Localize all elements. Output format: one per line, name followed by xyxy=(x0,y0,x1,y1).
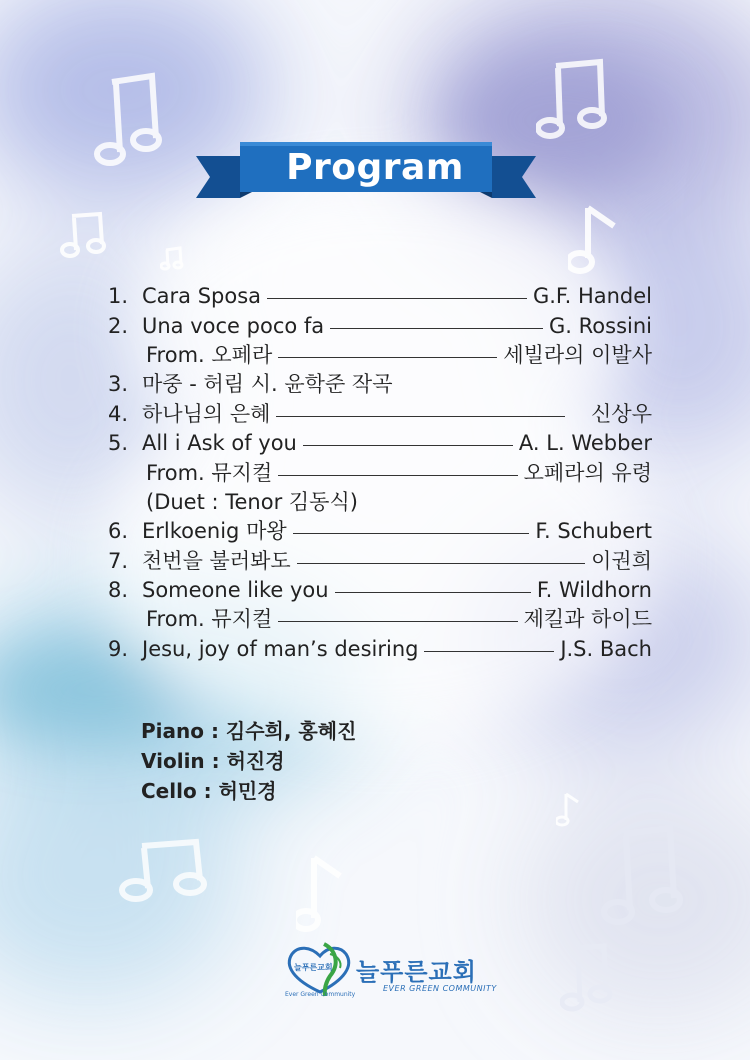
leader-line xyxy=(278,475,517,476)
program-subitem xyxy=(108,458,652,487)
church-name: 늘푸른교회 xyxy=(356,958,477,986)
item-title: (Duet : Tenor 김동식) xyxy=(146,489,358,514)
item-number: 5. xyxy=(108,431,129,456)
item-title: Una voce poco fa xyxy=(142,313,325,338)
item-number: 6. xyxy=(108,519,129,544)
logo-heart-subtitle: Ever Green Community xyxy=(285,991,356,998)
item-composer: F. Schubert xyxy=(535,519,652,544)
leader-line xyxy=(278,357,497,358)
item-number: 9. xyxy=(108,636,129,661)
item-number: 8. xyxy=(108,578,129,603)
leader-line xyxy=(297,563,585,564)
item-composer: 제킬과 하이드 xyxy=(523,607,652,632)
item-title: Someone like you xyxy=(142,578,329,603)
logo-heart-text: 늘푸른교회 xyxy=(294,963,333,972)
item-number: 3. xyxy=(108,372,129,397)
music-note-icon xyxy=(560,940,620,1020)
item-title: From. 오페라 xyxy=(146,342,273,367)
item-title: All i Ask of you xyxy=(142,431,297,456)
item-composer: G.F. Handel xyxy=(532,284,652,309)
music-note-icon xyxy=(92,72,172,172)
performer-violin: Violin : 허진경 xyxy=(141,749,285,773)
item-composer: F. Wildhorn xyxy=(536,578,652,603)
program-item xyxy=(108,547,652,576)
item-composer: J.S. Bach xyxy=(560,636,652,661)
program-item xyxy=(108,311,652,340)
item-composer: 신상우 xyxy=(591,401,652,426)
leader-line xyxy=(330,328,543,329)
leader-line xyxy=(276,416,565,417)
music-note-icon xyxy=(160,246,186,272)
item-composer: 오페라의 유령 xyxy=(523,460,652,485)
item-title: Cara Sposa xyxy=(142,284,262,309)
item-title: 천번을 불러봐도 xyxy=(142,548,291,573)
program-subitem xyxy=(108,341,652,370)
item-title: Jesu, joy of man’s desiring xyxy=(142,636,419,661)
page-title: Program xyxy=(286,147,464,188)
item-composer: 세빌라의 이발사 xyxy=(503,342,652,367)
music-note-icon xyxy=(112,836,212,906)
item-composer: A. L. Webber xyxy=(518,431,652,456)
item-title: From. 뮤지컬 xyxy=(146,607,273,632)
item-number: 2. xyxy=(108,313,129,338)
item-title: Erlkoenig 마왕 xyxy=(142,519,287,544)
item-title: 마중 - 허림 시. 윤학준 작곡 xyxy=(142,372,393,397)
item-composer: G. Rossini xyxy=(549,313,652,338)
program-item xyxy=(108,429,652,458)
church-subtitle: EVER GREEN COMMUNITY xyxy=(383,984,497,993)
program-subitem xyxy=(108,605,652,634)
program-item xyxy=(108,517,652,546)
program-item xyxy=(108,282,652,311)
performer-piano: Piano : 김수희, 홍혜진 xyxy=(141,719,357,743)
leader-line xyxy=(335,592,531,593)
music-note-icon xyxy=(600,824,690,934)
performers-list xyxy=(141,716,356,806)
program-item xyxy=(108,576,652,605)
music-note-icon xyxy=(568,200,638,280)
performer-cello: Cello : 허민경 xyxy=(141,779,277,803)
leader-line xyxy=(303,445,513,446)
item-composer: 이권희 xyxy=(591,548,652,573)
program-subitem xyxy=(108,488,652,517)
leader-line xyxy=(424,651,554,652)
music-note-icon xyxy=(556,790,586,830)
program-item xyxy=(108,400,652,429)
music-note-icon xyxy=(296,848,356,938)
program-list xyxy=(108,282,652,664)
item-number: 1. xyxy=(108,284,129,309)
program-item xyxy=(108,370,652,399)
program-item xyxy=(108,635,652,664)
item-title: From. 뮤지컬 xyxy=(146,460,273,485)
music-note-icon xyxy=(536,56,616,146)
item-number: 7. xyxy=(108,548,129,573)
item-number: 4. xyxy=(108,401,129,426)
leader-line xyxy=(293,533,530,534)
leader-line xyxy=(278,621,517,622)
item-title: 하나님의 은혜 xyxy=(142,401,271,426)
leader-line xyxy=(267,298,527,299)
music-note-icon xyxy=(60,210,110,260)
